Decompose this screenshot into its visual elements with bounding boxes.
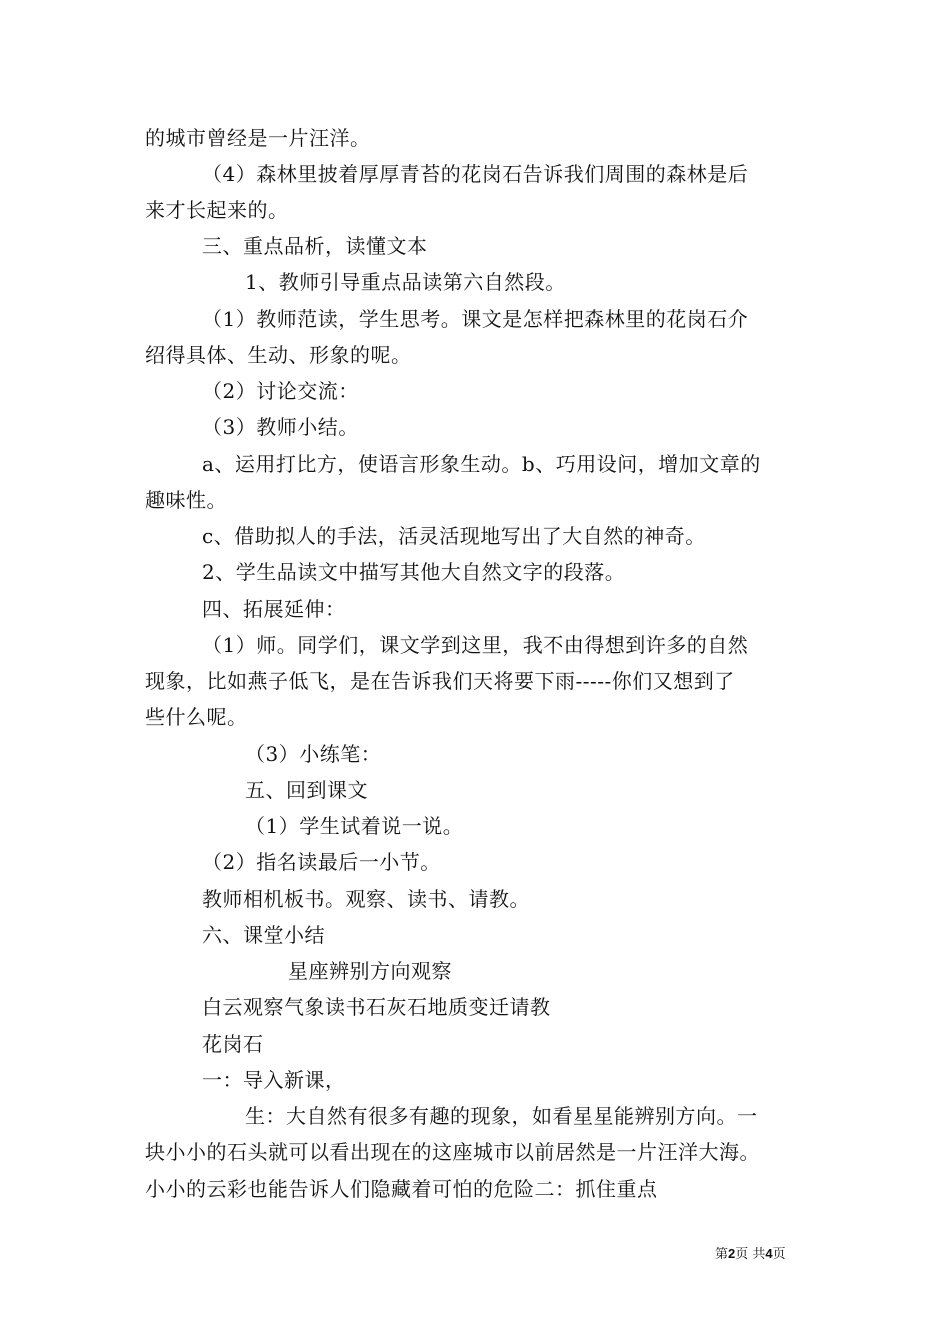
- footer-prefix: 第: [715, 1247, 729, 1262]
- text-line: （1）师。同学们，课文学到这里，我不由得想到许多的自然: [202, 633, 749, 657]
- text-line: （1）教师范读，学生思考。课文是怎样把森林里的花岗石介: [202, 307, 749, 331]
- text-line: （3）教师小结。: [202, 415, 359, 439]
- text-line: （4）森林里披着厚厚青苔的花岗石告诉我们周围的森林是后: [202, 162, 749, 186]
- text-line: （3）小练笔：: [245, 742, 382, 766]
- text-line: 趣味性。: [145, 488, 227, 512]
- text-line: a、运用打比方，使语言形象生动。b、巧用设问，增加文章的: [202, 452, 761, 476]
- text-line: 的城市曾经是一片汪洋。: [145, 126, 371, 150]
- text-line: 现象，比如燕子低飞，是在告诉我们天将要下雨-----你们又想到了: [145, 669, 735, 693]
- footer-middle: 页 共: [735, 1247, 766, 1262]
- section-heading: 三、重点品析，读懂文本: [202, 234, 428, 258]
- text-line: 来才长起来的。: [145, 198, 289, 222]
- section-heading: 四、拓展延伸：: [202, 597, 346, 621]
- text-line: 块小小的石头就可以看出现在的这座城市以前居然是一片汪洋大海。: [145, 1140, 760, 1164]
- footer-total-pages: 4: [765, 1246, 773, 1261]
- section-heading: 一：导入新课，: [202, 1068, 346, 1092]
- section-heading: 五、回到课文: [245, 778, 368, 802]
- text-line: c、借助拟人的手法，活灵活现地写出了大自然的神奇。: [202, 524, 706, 548]
- footer-current-page: 2: [728, 1246, 736, 1261]
- text-line: 1、教师引导重点品读第六自然段。: [245, 270, 566, 294]
- page-footer: [715, 1246, 786, 1263]
- text-line: 花岗石: [202, 1032, 264, 1056]
- footer-suffix: 页: [772, 1247, 786, 1262]
- text-line: 小小的云彩也能告诉人们隐藏着可怕的危险二：抓住重点: [145, 1177, 658, 1201]
- text-line: 生：大自然有很多有趣的现象，如看星星能辨别方向。一: [245, 1104, 758, 1128]
- section-heading: 六、课堂小结: [202, 923, 325, 947]
- text-line: 2、学生品读文中描写其他大自然文字的段落。: [202, 560, 626, 584]
- text-line: 白云观察气象读书石灰石地质变迁请教: [202, 995, 551, 1019]
- text-line: （2）讨论交流：: [202, 379, 359, 403]
- text-line: （2）指名读最后一小节。: [202, 850, 441, 874]
- text-line: 教师相机板书。观察、读书、请教。: [202, 887, 530, 911]
- text-line: 星座辨别方向观察: [288, 959, 452, 983]
- text-line: 绍得具体、生动、形象的呢。: [145, 343, 412, 367]
- text-line: 些什么呢。: [145, 705, 248, 729]
- text-line: （1）学生试着说一说。: [245, 814, 464, 838]
